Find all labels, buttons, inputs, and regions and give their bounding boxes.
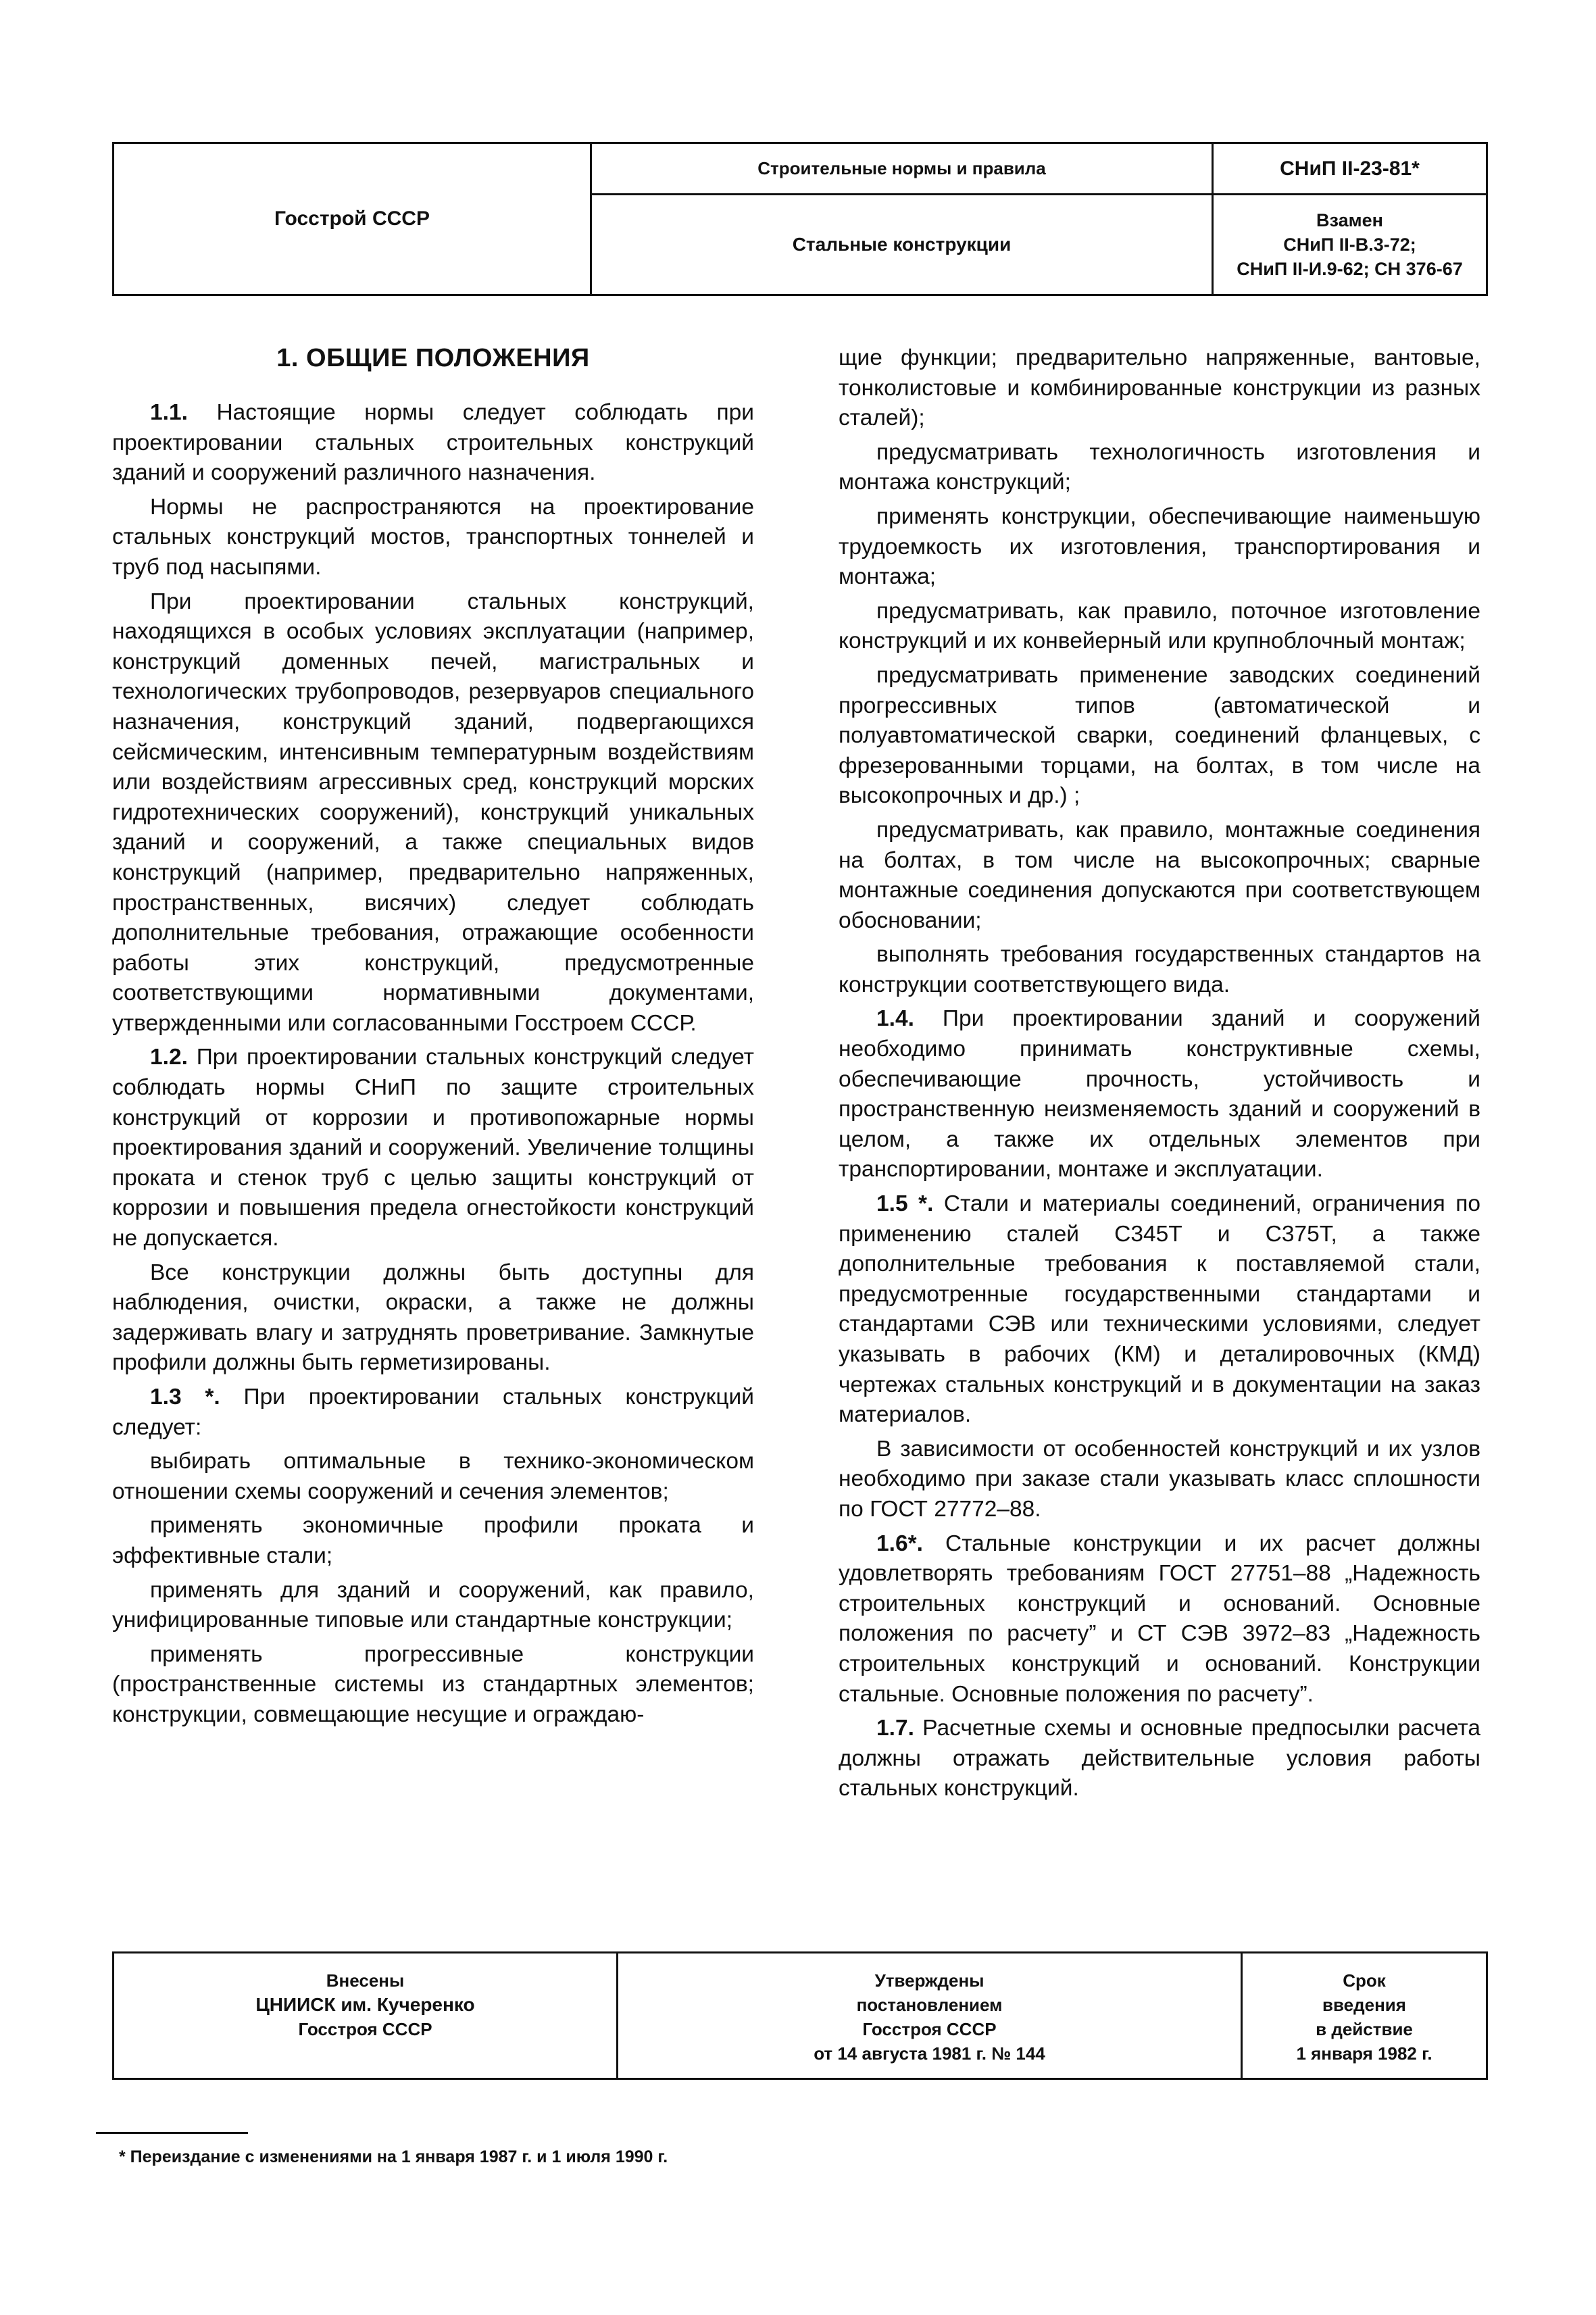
paragraph — [839, 438, 1480, 498]
footnote: * Переиздание с изменениями на 1 января 1987 г. и 1 июля 1990 г. — [119, 2147, 668, 2166]
document-code: СНиП II-23-81* — [1214, 144, 1486, 195]
paragraph — [112, 1447, 754, 1507]
paragraph — [839, 940, 1480, 1000]
replaces-label: Взамен — [1316, 210, 1383, 230]
left-text-column — [112, 341, 754, 1731]
effective-date-cell — [1243, 1953, 1486, 2078]
paragraph-text: выбирать оптимальные в технико-экономическом отношении схемы сооружений и сечения элементов; — [112, 1449, 754, 1504]
paragraph-text: предусматривать применение заводских соединений прогрессивных типов (автоматической и полуавтоматической сварки, соединений фланцевых, с фрезерованными торцами, на болтах, в том числе на высокопрочных и др.) ; — [839, 662, 1480, 809]
paragraph — [839, 1529, 1480, 1710]
paragraph — [839, 1714, 1480, 1804]
paragraph-text: Стальные конструкции и их расчет должны удовлетворять требованиям ГОСТ 27751–88 „Надежность строительных конструкций и оснований. Основные положения по расчету” и СТ СЭВ 3972–83 „Надежность строительных конструкций и оснований. Конструкции стальные. Основные положения по расчету”. — [839, 1530, 1480, 1707]
introduced-line: ЦНИИСК им. Кучеренко — [255, 1994, 475, 2015]
paragraph-text: В зависимости от особенностей конструкций и их узлов необходимо при заказе стали указывать класс сплошности по ГОСТ 27772–88. — [839, 1436, 1480, 1522]
clause-number: 1.3 *. — [150, 1385, 220, 1410]
paragraph-text: Стали и материалы соединений, ограничения по применению сталей С345Т и С375Т, а также дополнительные требования к поставляемой стали, предусмотренные государственными стандартами и стандартами СЭВ или техническими условиями, следует указывать в рабочих (КМ) и деталировочных (КМД) чертежах стальных конструкций и в документации на заказ материалов. — [839, 1191, 1480, 1428]
document-type: Строительные нормы и правила — [592, 144, 1214, 195]
paragraph-text: применять конструкции, обеспечивающие наименьшую трудоемкость их изготовления, транспортирования и монтажа; — [839, 503, 1480, 590]
approved-line: Утверждены — [874, 1970, 984, 1991]
paragraph-text: Нормы не распространяются на проектирование стальных конструкций мостов, транспортных тоннелей и труб под насыпями. — [112, 494, 754, 580]
introduced-line: Госстроя СССР — [298, 2019, 432, 2039]
paragraph — [112, 398, 754, 489]
paragraph-text: выполнять требования государственных стандартов на конструкции соответствующего вида. — [839, 942, 1480, 997]
paragraph-text: При проектировании стальных конструкций следует: — [112, 1385, 754, 1440]
approved-cell — [618, 1953, 1243, 2078]
clause-number: 1.1. — [150, 400, 188, 425]
paragraph-text: При проектировании стальных конструкций следует соблюдать нормы СНиП по защите строительных конструкций от коррозии и противопожарные нормы проектирования зданий и сооружений. Увеличение толщины проката и стенок труб с целью защиты конструкций от коррозии и повышения предела огнестойкости конструкций не допускается. — [112, 1045, 754, 1251]
replaces-line: СНиП II-В.3-72; — [1283, 234, 1416, 255]
paragraph — [112, 1258, 754, 1378]
paragraph — [112, 493, 754, 583]
paragraph — [839, 661, 1480, 812]
replaces-line: СНиП II-И.9-62; СН 376-67 — [1237, 259, 1463, 279]
paragraph — [112, 1043, 754, 1253]
replaces-block — [1214, 195, 1486, 294]
paragraph — [839, 1189, 1480, 1430]
approval-table — [112, 1951, 1488, 2080]
effective-line: в действие — [1316, 2019, 1413, 2039]
paragraph-text: При проектировании стальных конструкций, находящихся в особых условиях эксплуатации (например, конструкций доменных печей, магистральных и технологических трубопроводов, резервуаров специального назначения, конструкций зданий, подвергающихся сейсмическим, интенсивным температурным воздействиям или воздействиям агрессивных сред, конструкций морских гидротехнических сооружений), конструкций уникальных зданий и сооружений, а также специальных видов конструкций (например, предварительно напряженных, пространственных, висячих) следует соблюдать дополнительные требования, отражающие особенности работы этих конструкций, предусмотренные соответствующими нормативными документами, утвержденными или согласованными Госстроем СССР. — [112, 589, 754, 1036]
clause-number: 1.2. — [150, 1045, 188, 1070]
introduced-line: Внесены — [326, 1970, 405, 1991]
clause-number: 1.7. — [876, 1716, 914, 1741]
paragraph — [839, 816, 1480, 936]
paragraph — [839, 502, 1480, 593]
clause-number: 1.4. — [876, 1006, 914, 1032]
paragraph — [839, 343, 1480, 434]
paragraph-text: применять прогрессивные конструкции (пространственные системы из стандартных элементов; конструкции, совмещающие несущие и ограждаю- — [112, 1641, 754, 1727]
effective-line: Срок — [1343, 1970, 1386, 1991]
paragraph-text: Настоящие нормы следует соблюдать при проектировании стальных строительных конструкций зданий и сооружений различного назначения. — [112, 400, 754, 486]
paragraph — [112, 1576, 754, 1636]
approved-line: Госстроя СССР — [862, 2019, 997, 2039]
paragraph — [839, 1435, 1480, 1525]
paragraph-text: предусматривать технологичность изготовления и монтажа конструкций; — [839, 439, 1480, 495]
paragraph-text: применять для зданий и сооружений, как правило, унифицированные типовые или стандартные конструкции; — [112, 1577, 754, 1633]
paragraph — [112, 587, 754, 1039]
document-title: Стальные конструкции — [592, 195, 1214, 294]
effective-line: 1 января 1982 г. — [1296, 2043, 1432, 2064]
paragraph — [112, 1511, 754, 1571]
paragraph — [839, 1004, 1480, 1185]
paragraph-text: Все конструкции должны быть доступны для наблюдения, очистки, окраски, а также не должны задерживать влагу и затруднять проветривание. Замкнутые профили должны быть герметизированы. — [112, 1260, 754, 1376]
section-title: 1. ОБЩИЕ ПОЛОЖЕНИЯ — [276, 344, 590, 372]
approved-line: от 14 августа 1981 г. № 144 — [814, 2043, 1045, 2064]
paragraph — [112, 1640, 754, 1731]
paragraph-text: Расчетные схемы и основные предпосылки расчета должны отражать действительные условия работы стальных конструкций. — [839, 1716, 1480, 1801]
paragraph — [112, 1383, 754, 1443]
clause-number: 1.6*. — [876, 1530, 923, 1556]
approved-line: постановлением — [856, 1995, 1003, 2015]
paragraph-text: При проектировании зданий и сооружений необходимо принимать конструктивные схемы, обеспечивающие прочность, устойчивость и пространственную неизменяемость зданий и сооружений в целом, а также их отдельных элементов при транспортировании, монтаже и эксплуатации. — [839, 1006, 1480, 1183]
organization: Госстрой СССР — [114, 144, 592, 294]
paragraph-text: щие функции; предварительно напряженные, вантовые, тонколистовые и комбинированные конструкции из разных сталей); — [839, 345, 1480, 431]
paragraph-text: предусматривать, как правило, монтажные соединения на болтах, в том числе на высокопрочных; сварные монтажные соединения допускаются при соответствующем обосновании; — [839, 817, 1480, 933]
header-table — [112, 142, 1488, 296]
right-text-column — [839, 343, 1480, 1804]
clause-number: 1.5 *. — [876, 1191, 934, 1217]
paragraph — [839, 597, 1480, 657]
introduced-cell — [114, 1953, 618, 2078]
effective-line: введения — [1322, 1995, 1406, 2015]
paragraph-text: применять экономичные профили проката и эффективные стали; — [112, 1513, 754, 1568]
footnote-rule — [96, 2132, 248, 2134]
paragraph-text: предусматривать, как правило, поточное изготовление конструкций и их конвейерный или крупноблочный монтаж; — [839, 598, 1480, 654]
